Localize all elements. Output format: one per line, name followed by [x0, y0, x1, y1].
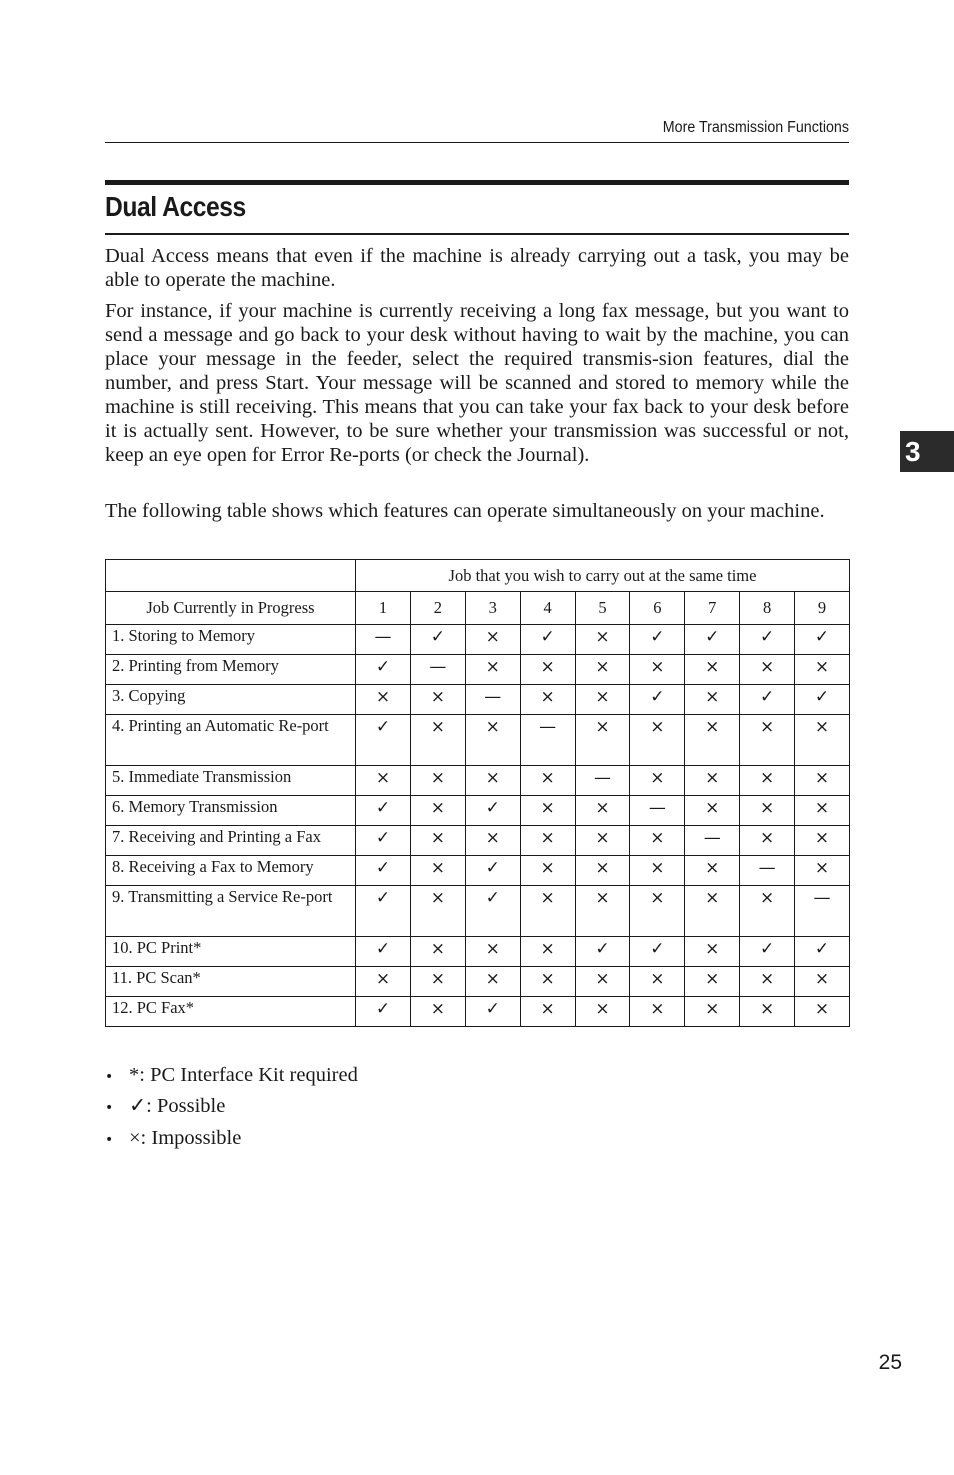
compatibility-cell: ×: [520, 826, 575, 856]
table-row: [106, 625, 850, 655]
compatibility-cell: ×: [410, 685, 465, 715]
compatibility-cell: ✓: [356, 937, 411, 967]
table-column-header-row: [106, 592, 850, 625]
compatibility-cell: ×: [685, 796, 740, 826]
compatibility-cell: —: [685, 826, 740, 856]
compatibility-cell: —: [575, 766, 630, 796]
table-column-header: 1: [356, 592, 411, 625]
compatibility-cell: ×: [575, 967, 630, 997]
compatibility-cell: ×: [465, 715, 520, 766]
compatibility-cell: ×: [630, 967, 685, 997]
compatibility-cell: ✓: [630, 685, 685, 715]
table-row: [106, 856, 850, 886]
job-name-cell: 12. PC Fax*: [106, 997, 356, 1027]
table-row: [106, 685, 850, 715]
table-column-header: 8: [740, 592, 795, 625]
compatibility-cell: ×: [685, 766, 740, 796]
compatibility-cell: ✓: [465, 886, 520, 937]
job-name-cell: 2. Printing from Memory: [106, 655, 356, 685]
job-name-cell: 9. Transmitting a Service Re-port: [106, 886, 356, 937]
compatibility-cell: ×: [410, 856, 465, 886]
compatibility-cell: ✓: [630, 625, 685, 655]
table-row: [106, 826, 850, 856]
compatibility-cell: ×: [740, 967, 795, 997]
compatibility-cell: ×: [630, 886, 685, 937]
compatibility-cell: ×: [520, 886, 575, 937]
compatibility-cell: ×: [685, 715, 740, 766]
table-column-header: 3: [465, 592, 520, 625]
compatibility-cell: ×: [795, 967, 850, 997]
table-corner-cell: [106, 560, 356, 592]
legend-item-possible: [105, 1094, 225, 1120]
compatibility-cell: ✓: [356, 796, 411, 826]
compatibility-cell: —: [465, 685, 520, 715]
intro-paragraph: Dual Access means that even if the machine is already carrying out a task, you may be able to operate the machine.: [105, 245, 849, 291]
header-rule: [105, 142, 849, 143]
compatibility-cell: ×: [520, 937, 575, 967]
dual-access-table: [105, 559, 850, 1027]
legend-text: ×: Impossible: [129, 1127, 242, 1149]
compatibility-cell: ✓: [410, 625, 465, 655]
compatibility-cell: ×: [630, 766, 685, 796]
table-column-header: 4: [520, 592, 575, 625]
compatibility-cell: ×: [520, 655, 575, 685]
compatibility-cell: ×: [410, 766, 465, 796]
compatibility-cell: ×: [465, 655, 520, 685]
compatibility-cell: ×: [575, 886, 630, 937]
legend-text: *: PC Interface Kit required: [129, 1064, 358, 1086]
compatibility-cell: ×: [410, 937, 465, 967]
job-name-cell: 3. Copying: [106, 685, 356, 715]
table-group-header-row: [106, 560, 850, 592]
compatibility-cell: ×: [685, 856, 740, 886]
compatibility-cell: ×: [465, 967, 520, 997]
compatibility-cell: ×: [465, 766, 520, 796]
job-name-cell: 1. Storing to Memory: [106, 625, 356, 655]
compatibility-cell: ✓: [630, 937, 685, 967]
compatibility-cell: ✓: [356, 997, 411, 1027]
compatibility-cell: ×: [575, 856, 630, 886]
compatibility-cell: —: [740, 856, 795, 886]
compatibility-cell: ×: [465, 826, 520, 856]
compatibility-cell: ×: [356, 766, 411, 796]
compatibility-cell: ×: [356, 967, 411, 997]
table-column-header: 9: [795, 592, 850, 625]
job-name-cell: 10. PC Print*: [106, 937, 356, 967]
compatibility-cell: ×: [520, 766, 575, 796]
compatibility-cell: ✓: [356, 715, 411, 766]
compatibility-cell: ✓: [520, 625, 575, 655]
table-row: [106, 967, 850, 997]
compatibility-cell: ×: [410, 715, 465, 766]
compatibility-cell: —: [520, 715, 575, 766]
compatibility-cell: —: [630, 796, 685, 826]
example-paragraph: For instance, if your machine is currently receiving a long fax message, but you want to send a message and go back to your desk without having to wait by the machine, you can place your message in the feeder, select the required transmis-sion features, dial the number, and press Start. Your message will be scanned and stored to memory while the machine is still receiving. This means that you can take your fax back to your desk before it is actually sent. However, to be sure whether your transmission was successful or not, keep an eye open for Error Re-ports (or check the Journal).: [105, 300, 849, 466]
table-row: [106, 655, 850, 685]
job-name-cell: 4. Printing an Automatic Re-port: [106, 715, 356, 766]
compatibility-cell: ✓: [465, 856, 520, 886]
compatibility-cell: ×: [410, 826, 465, 856]
table-row: [106, 997, 850, 1027]
compatibility-cell: ✓: [740, 685, 795, 715]
bullet-icon: •: [105, 1069, 114, 1085]
chapter-tab: 3: [900, 431, 954, 472]
compatibility-cell: ×: [740, 886, 795, 937]
compatibility-cell: ×: [795, 826, 850, 856]
compatibility-cell: ×: [740, 826, 795, 856]
page-number: 25: [878, 1351, 902, 1374]
table-row-header: Job Currently in Progress: [106, 592, 356, 625]
compatibility-cell: ✓: [795, 625, 850, 655]
compatibility-cell: ×: [630, 826, 685, 856]
table-row: [106, 796, 850, 826]
title-rule-bottom: [105, 233, 849, 235]
job-name-cell: 8. Receiving a Fax to Memory: [106, 856, 356, 886]
compatibility-cell: ✓: [356, 826, 411, 856]
compatibility-cell: ×: [740, 766, 795, 796]
table-column-header: 6: [630, 592, 685, 625]
compatibility-cell: ×: [795, 715, 850, 766]
compatibility-cell: —: [795, 886, 850, 937]
table-row: [106, 715, 850, 766]
legend-item-kit: [105, 1063, 358, 1089]
compatibility-cell: ×: [575, 997, 630, 1027]
job-name-cell: 7. Receiving and Printing a Fax: [106, 826, 356, 856]
compatibility-cell: ×: [520, 967, 575, 997]
table-group-header: Job that you wish to carry out at the same time: [356, 560, 850, 592]
legend-item-impossible: [105, 1126, 241, 1152]
table-row: [106, 766, 850, 796]
compatibility-cell: ✓: [740, 937, 795, 967]
compatibility-cell: ×: [795, 655, 850, 685]
compatibility-cell: ×: [410, 796, 465, 826]
job-name-cell: 6. Memory Transmission: [106, 796, 356, 826]
bullet-icon: •: [105, 1132, 114, 1148]
compatibility-cell: ×: [740, 715, 795, 766]
table-column-header: 2: [410, 592, 465, 625]
compatibility-cell: ×: [740, 796, 795, 826]
compatibility-cell: ×: [575, 715, 630, 766]
compatibility-cell: ✓: [356, 655, 411, 685]
page-title: Dual Access: [105, 191, 246, 222]
compatibility-cell: ×: [740, 997, 795, 1027]
compatibility-cell: ×: [630, 997, 685, 1027]
compatibility-cell: ×: [575, 685, 630, 715]
compatibility-cell: ×: [685, 655, 740, 685]
compatibility-cell: ×: [465, 937, 520, 967]
compatibility-cell: ✓: [575, 937, 630, 967]
legend-text: ✓: Possible: [129, 1095, 226, 1117]
compatibility-cell: ×: [575, 796, 630, 826]
running-header: More Transmission Functions: [662, 119, 849, 136]
compatibility-cell: ×: [630, 655, 685, 685]
compatibility-cell: ×: [685, 967, 740, 997]
title-rule-top: [105, 180, 849, 185]
compatibility-cell: ×: [575, 826, 630, 856]
compatibility-cell: ×: [356, 685, 411, 715]
compatibility-cell: ×: [520, 796, 575, 826]
compatibility-cell: ×: [520, 685, 575, 715]
compatibility-cell: ×: [795, 796, 850, 826]
compatibility-cell: ✓: [685, 625, 740, 655]
compatibility-cell: ×: [410, 967, 465, 997]
compatibility-cell: ✓: [465, 796, 520, 826]
compatibility-cell: ×: [685, 685, 740, 715]
table-intro-paragraph: The following table shows which features can operate simultaneously on your machine.: [105, 500, 825, 522]
table-row: [106, 937, 850, 967]
compatibility-cell: ×: [630, 856, 685, 886]
compatibility-cell: ×: [410, 886, 465, 937]
compatibility-cell: ×: [795, 766, 850, 796]
compatibility-cell: ×: [740, 655, 795, 685]
bullet-icon: •: [105, 1100, 114, 1116]
compatibility-cell: ×: [410, 997, 465, 1027]
compatibility-cell: ×: [630, 715, 685, 766]
compatibility-cell: ✓: [795, 685, 850, 715]
compatibility-cell: —: [410, 655, 465, 685]
table-body: [106, 625, 850, 1027]
table-row: [106, 886, 850, 937]
compatibility-cell: ✓: [465, 997, 520, 1027]
compatibility-cell: ×: [795, 856, 850, 886]
compatibility-cell: ×: [685, 937, 740, 967]
compatibility-cell: ×: [575, 655, 630, 685]
compatibility-cell: ×: [520, 997, 575, 1027]
table-column-header: 7: [685, 592, 740, 625]
compatibility-cell: —: [356, 625, 411, 655]
compatibility-cell: ×: [520, 856, 575, 886]
compatibility-cell: ✓: [795, 937, 850, 967]
compatibility-cell: ×: [575, 625, 630, 655]
compatibility-cell: ×: [685, 997, 740, 1027]
compatibility-cell: ×: [465, 625, 520, 655]
compatibility-cell: ✓: [740, 625, 795, 655]
job-name-cell: 11. PC Scan*: [106, 967, 356, 997]
compatibility-cell: ✓: [356, 856, 411, 886]
compatibility-cell: ×: [795, 997, 850, 1027]
table-column-header: 5: [575, 592, 630, 625]
job-name-cell: 5. Immediate Transmission: [106, 766, 356, 796]
compatibility-cell: ×: [685, 886, 740, 937]
compatibility-cell: ✓: [356, 886, 411, 937]
